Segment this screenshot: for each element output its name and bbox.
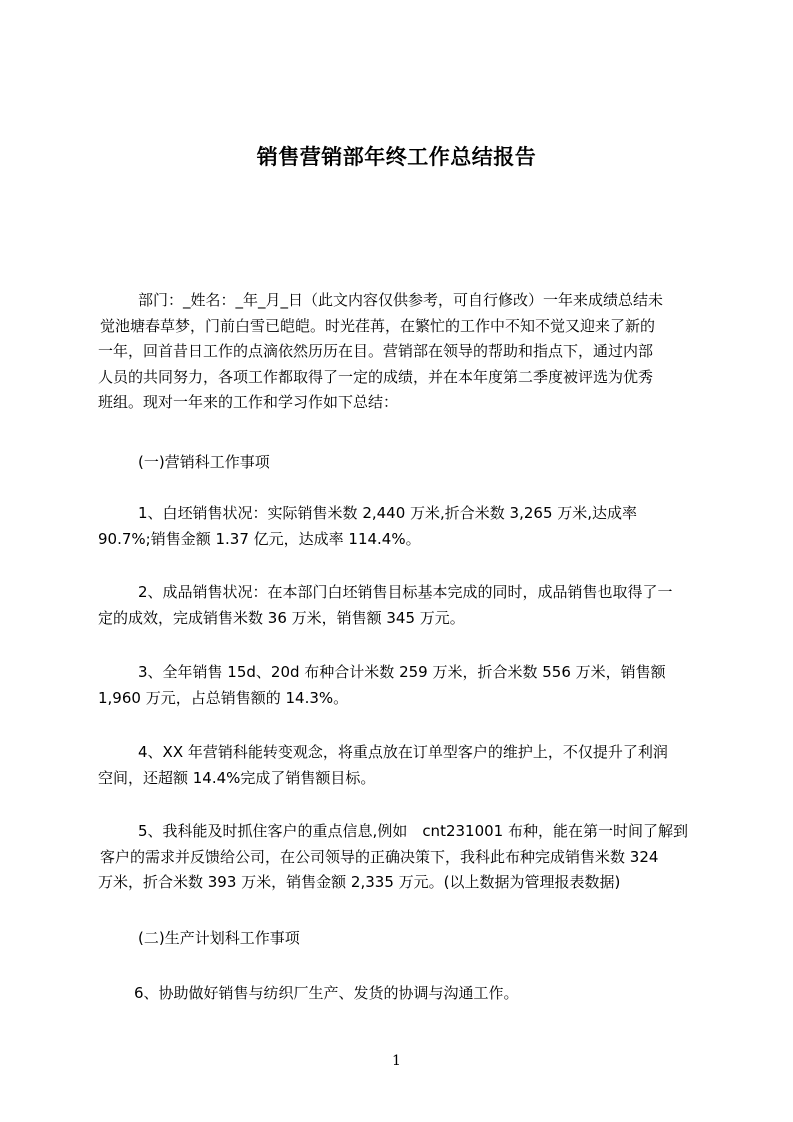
text-line: 1、白坯销售状况：实际销售米数 2,440 万米,折合米数 3,265 万米,达成率 (138, 504, 638, 522)
section-title: (一)营销科工作事项 (138, 453, 270, 471)
text-line: 部门：_姓名：_年_月_日（此文内容仅供参考，可自行修改）一年来成绩总结未 (138, 291, 664, 309)
text-line: 班组。现对一年来的工作和学习作如下总结： (98, 393, 399, 411)
text-line: 6、协助做好销售与纺织厂生产、发货的协调与沟通工作。 (134, 984, 519, 1002)
text-line: 4、XX 年营销科能转变观念，将重点放在订单型客户的维护上，不仅提升了利润 (138, 743, 668, 761)
text-line: 客户的需求并反馈给公司，在公司领导的正确决策下，我科此布种完成销售米数 324 (100, 847, 659, 866)
section-heading (102, 450, 710, 476)
text-line: 3、全年销售 15d、20d 布种合计米数 259 万米，折合米数 556 万米，销售额 (138, 663, 666, 681)
text-line: 1,960 万元，占总销售额的 14.3%。 (98, 688, 349, 707)
text-line: 人员的共同努力，各项工作都取得了一定的成绩，并在本年度第二季度被评选为优秀 (98, 367, 654, 386)
section-title: (二)生产计划科工作事项 (138, 929, 300, 947)
text-line: 万米，折合米数 393 万米，销售金额 2,335 万元。(以上数据为管理报表数据) (98, 873, 621, 891)
list-item (98, 819, 710, 896)
text-line: 一年，回首昔日工作的点滴依然历历在目。营销部在领导的帮助和指点下，通过内部 (98, 342, 654, 360)
section-heading (102, 926, 710, 952)
page-number: 1 (392, 1053, 401, 1069)
text-line: 定的成效，完成销售米数 36 万米，销售额 345 万元。 (98, 608, 465, 627)
text-line: 2、成品销售状况：在本部门白坯销售目标基本完成的同时，成品销售也取得了一 (138, 583, 673, 601)
intro-paragraph (98, 288, 710, 416)
text-line: 觉池塘春草梦，门前白雪已皑皑。时光荏苒，在繁忙的工作中不知不觉又迎来了新的 (100, 316, 656, 335)
list-item (98, 660, 710, 711)
list-item (98, 501, 710, 552)
text-line: 90.7%;销售金额 1.37 亿元，达成率 114.4%。 (98, 529, 421, 548)
text-line: 5、我科能及时抓住客户的重点信息,例如 cnt231001 布种，能在第一时间了解到 (138, 822, 688, 840)
list-item (98, 740, 710, 791)
list-item (98, 580, 710, 631)
document-title: 销售营销部年终工作总结报告 (256, 145, 537, 169)
list-item (102, 981, 710, 1007)
text-line: 空间，还超额 14.4%完成了销售额目标。 (98, 768, 376, 787)
